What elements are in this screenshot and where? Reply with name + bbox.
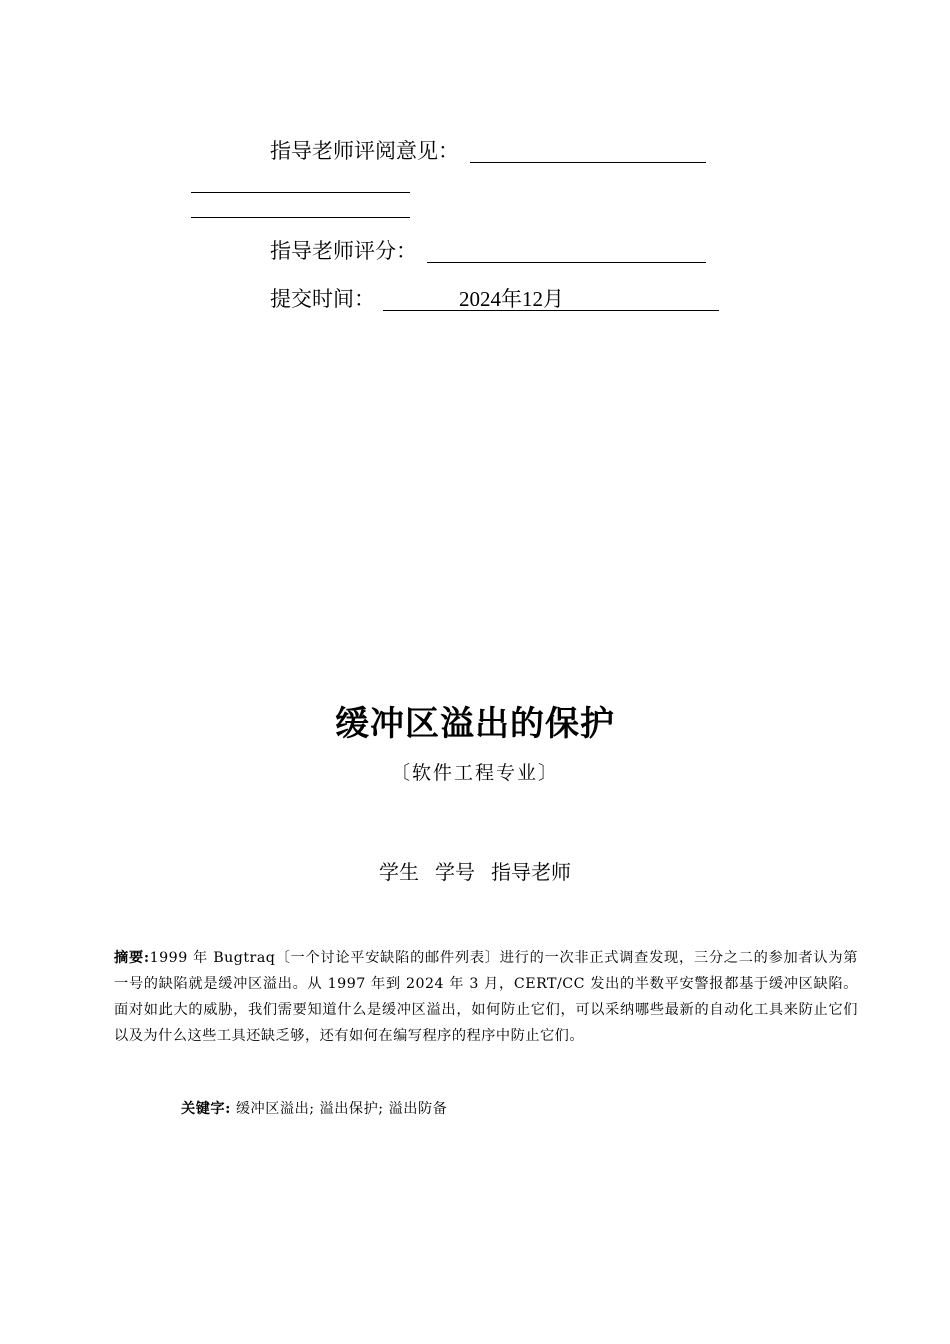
advisor-label: 指导老师 (491, 860, 571, 884)
paper-title: 缓冲区溢出的保护 (335, 704, 615, 744)
review-score-field (427, 236, 706, 263)
keywords-text: 缓冲区溢出; 溢出保护; 溢出防备 (235, 1101, 448, 1117)
author-line (0, 858, 950, 886)
paper-major: 〔软件工程专业〕 (390, 762, 559, 784)
keywords-label: 关键字: (181, 1101, 231, 1117)
student-label: 学生 (379, 860, 419, 884)
student-id-label: 学号 (435, 860, 475, 884)
review-comment-label: 指导老师评阅意见： (270, 139, 459, 163)
abstract-text: 1999 年 Bugtraq〔一个讨论平安缺陷的邮件列表〕进行的一次非正式调查发现，三分之二的参加者认为第一号的缺陷就是缓冲区溢出。从 1997 年到 2024 年 3 月，CERT/CC 发出的半数平安警报都基于缓冲区缺陷。 面对如此大的威胁，我们需要知道什么是缓冲区溢出，如何防止它们，可以采纳哪些最新的自动化工具来防止它们以及为什么这些工具还缺乏够，还有如何在编写程序的程序中防止它们。 (114, 950, 858, 1044)
submit-time-label: 提交时间： (270, 287, 375, 311)
review-comment-field (470, 136, 706, 163)
review-score-label: 指导老师评分： (270, 239, 417, 263)
keywords (181, 1096, 447, 1122)
review-comment-blank-line-1 (191, 192, 410, 193)
submit-time-value: 2024年12月 (459, 287, 564, 311)
abstract-label: 摘要: (114, 950, 150, 966)
review-comment-blank-line-2 (191, 217, 410, 218)
abstract (114, 945, 858, 1049)
